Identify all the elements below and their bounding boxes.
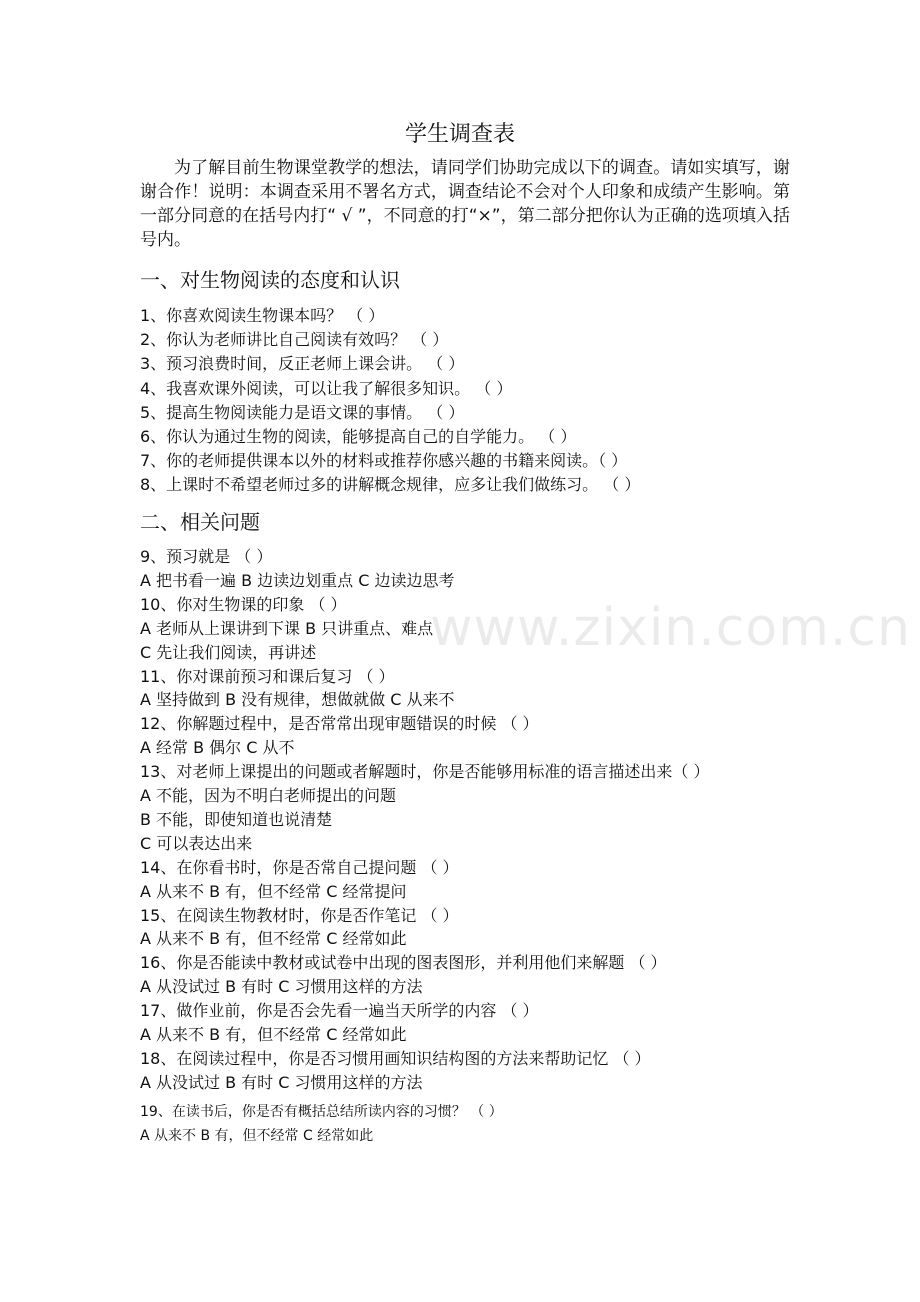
question-line: 19、在读书后，你是否有概括总结所读内容的习惯？ （ ） <box>140 1104 503 1120</box>
survey-item: 1、你喜欢阅读生物课本吗？ （ ） <box>140 306 385 325</box>
intro-paragraph: 为了解目前生物课堂教学的想法，请同学们协助完成以下的调查。请如实填写，谢谢合作！说明：本调查采用不署名方式，调查结论不会对个人印象和成绩产生影响。第一部分同意的在括号内打“ √ ”，不同意的打“×”，第二部分把你认为正确的选项填入括号内。 <box>140 158 790 250</box>
answer-options: A 从来不 B 有，但不经常 C 经常如此 <box>140 929 407 949</box>
survey-item: 6、你认为通过生物的阅读，能够提高自己的自学能力。 （ ） <box>140 427 577 446</box>
answer-options: B 不能，即使知道也说清楚 <box>140 809 333 829</box>
survey-item: 7、你的老师提供课本以外的材料或推荐你感兴趣的书籍来阅读。（ ） <box>140 451 628 471</box>
answer-options: C 可以表达出来 <box>140 833 253 853</box>
answer-options: A 从没试过 B 有时 C 习惯用这样的方法 <box>140 1072 423 1092</box>
answer-options: A 从来不 B 有，但不经常 C 经常如此 <box>140 1128 374 1144</box>
page-title: 学生调查表 <box>404 122 515 147</box>
question-line: 13、对老师上课提出的问题或者解题时，你是否能够用标准的语言描述出来（ ） <box>140 762 710 782</box>
question-line: 17、做作业前，你是否会先看一遍当天所学的内容 （ ） <box>140 1001 539 1021</box>
watermark: www.zixin.com.cn <box>430 598 911 658</box>
answer-options: C 先让我们阅读，再讲述 <box>140 642 317 662</box>
answer-options: A 经常 B 偶尔 C 从不 <box>140 738 295 758</box>
question-line: 11、你对课前预习和课后复习 （ ） <box>140 666 395 686</box>
question-line: 9、预习就是 （ ） <box>140 547 273 566</box>
answer-options: A 坚持做到 B 没有规律，想做就做 C 从来不 <box>140 690 455 710</box>
survey-item: 4、我喜欢课外阅读，可以让我了解很多知识。 （ ） <box>140 378 513 398</box>
survey-item: 3、预习浪费时间，反正老师上课会讲。 （ ） <box>140 354 465 374</box>
section1-heading: 一、对生物阅读的态度和认识 <box>140 268 400 292</box>
answer-options: A 把书看一遍 B 边读边划重点 C 边读边思考 <box>140 570 455 590</box>
question-line: 18、在阅读过程中，你是否习惯用画知识结构图的方法来帮助记忆 （ ） <box>140 1048 651 1068</box>
survey-item: 8、上课时不希望老师过多的讲解概念规律，应多让我们做练习。 （ ） <box>140 475 641 495</box>
question-line: 14、在你看书时，你是否常自己提问题 （ ） <box>140 857 459 877</box>
survey-item: 2、你认为老师讲比自己阅读有效吗？ （ ） <box>140 330 449 350</box>
question-line: 10、你对生物课的印象 （ ） <box>140 594 347 614</box>
question-line: 15、在阅读生物教材时，你是否作笔记 （ ） <box>140 905 459 925</box>
answer-options: A 老师从上课讲到下课 B 只讲重点、难点 <box>140 618 434 638</box>
survey-item: 5、提高生物阅读能力是语文课的事情。 （ ） <box>140 402 465 422</box>
answer-options: A 从来不 B 有，但不经常 C 经常如此 <box>140 1025 407 1044</box>
section2-heading: 二、相关问题 <box>140 510 260 534</box>
answer-options: A 从没试过 B 有时 C 习惯用这样的方法 <box>140 977 423 997</box>
answer-options: A 从来不 B 有，但不经常 C 经常提问 <box>140 881 407 901</box>
question-line: 12、你解题过程中，是否常常出现审题错误的时候 （ ） <box>140 714 539 734</box>
question-line: 16、你是否能读中教材或试卷中出现的图表图形，并利用他们来解题 （ ） <box>140 953 667 973</box>
answer-options: A 不能，因为不明白老师提出的问题 <box>140 786 397 805</box>
